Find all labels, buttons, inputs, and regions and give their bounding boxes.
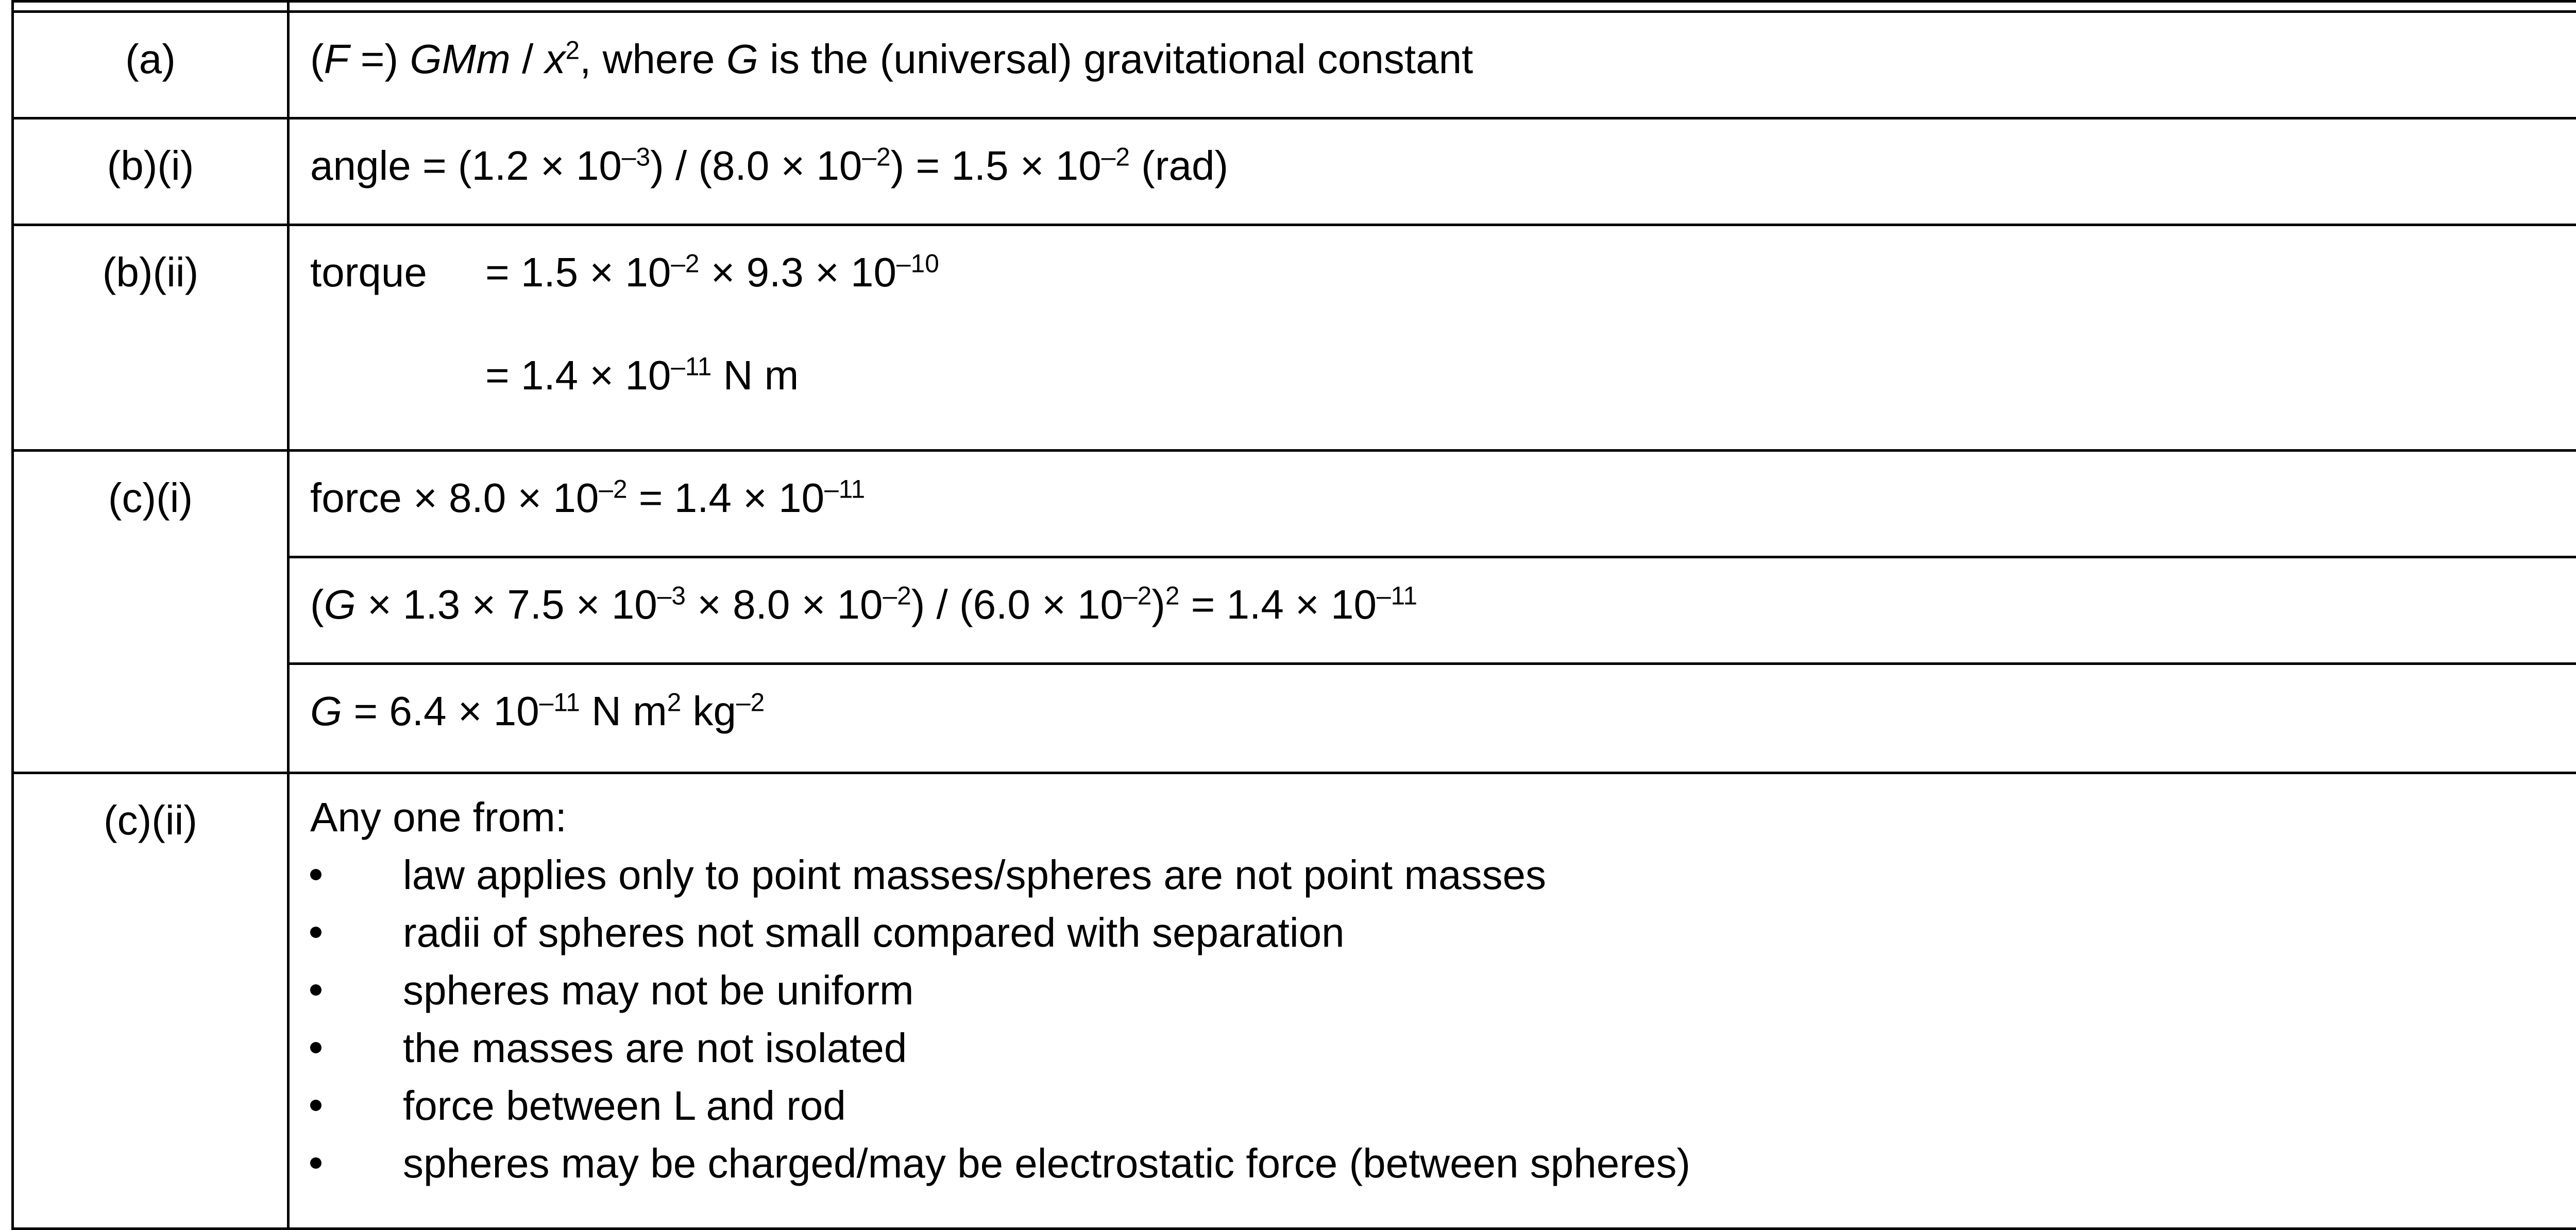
mark-scheme-table	[11, 0, 2576, 1230]
table-row-b-ii	[13, 225, 2576, 451]
bullet-icon	[310, 984, 321, 996]
answer-text: $G = 6.4 \times 10^{-11}$ N $m^2$ $kg^{-2}$	[310, 688, 765, 734]
list-item: force between L and rod	[310, 1077, 2576, 1135]
answer-text: force × $8.0 \times 10^{-2} = 1.4 \times 10^{-11}$	[310, 475, 865, 521]
answer-cell	[289, 557, 2576, 664]
table-top-strip	[13, 2, 2576, 12]
answer-bullet-list	[310, 846, 2576, 1192]
answer-cell	[289, 451, 2576, 557]
table-row-c-ii	[13, 773, 2576, 1229]
answer-text: (F =) GMm / $x^2$, where G is the (universal) gravitational constant	[310, 36, 1473, 82]
answer-cell	[289, 118, 2576, 225]
table-row-c-i-1	[13, 451, 2576, 557]
torque-label: torque	[310, 247, 485, 298]
answer-text: angle = $(1.2 \times 10^{-3}) / (8.0 \times 10^{-2}) = 1.5 \times 10^{-2}$ (rad)	[310, 143, 1228, 189]
answer-cell	[289, 12, 2576, 118]
question-number: (b)(ii)	[13, 225, 289, 451]
question-number: (b)(i)	[13, 118, 289, 225]
list-item: radii of spheres not small compared with separation	[310, 904, 2576, 962]
bullet-icon	[310, 927, 321, 938]
table-row-c-i-2	[13, 557, 2576, 664]
bullet-icon	[310, 1157, 321, 1169]
table-row-a	[13, 12, 2576, 118]
question-number: (c)(i)	[13, 451, 289, 773]
table-row-b-i	[13, 118, 2576, 225]
bullet-icon	[310, 1042, 321, 1053]
answer-cell	[289, 664, 2576, 773]
bullet-icon	[310, 1100, 321, 1111]
answer-line-1: torque = $1.5 \times 10^{-2} \times 9.3 \times 10^{-10}$	[310, 247, 2576, 298]
question-number: (a)	[13, 12, 289, 118]
answer-text: $(G \times 1.3 \times 7.5 \times 10^{-3} \times 8.0 \times 10^{-2}) / (6.0 \times 10^{-2})^2 = 1.4 \times 10^{-11}$	[310, 582, 1417, 627]
answer-line-2: = $1.4 \times 10^{-11}$ N m	[310, 350, 2576, 401]
list-item: the masses are not isolated	[310, 1019, 2576, 1077]
list-item: spheres may be charged/may be electrostatic force (between spheres)	[310, 1135, 2576, 1192]
answer-cell	[289, 773, 2576, 1229]
answer-intro: Any one from:	[310, 789, 2576, 846]
table-row-c-i-3	[13, 664, 2576, 773]
bullet-icon	[310, 869, 321, 880]
list-item: law applies only to point masses/spheres are not point masses	[310, 846, 2576, 904]
answer-cell	[289, 225, 2576, 451]
list-item: spheres may not be uniform	[310, 962, 2576, 1019]
question-number: (c)(ii)	[13, 773, 289, 1229]
